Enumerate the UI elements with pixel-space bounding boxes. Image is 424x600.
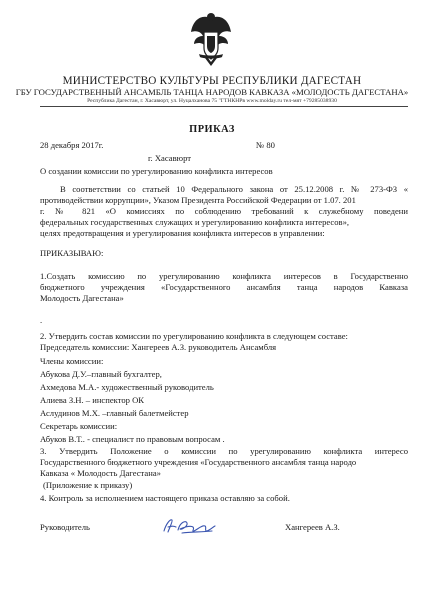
item-2-line: Абуков В.Т.. - специалист по правовым вопросам . <box>40 434 225 444</box>
address-line: Республика Дагестан, г. Хасавюрт, ул. Нуцалханова 75 "ГТНКНРв www.molday.ru тел-мят +79285038930 <box>87 98 337 104</box>
document-title: ПРИКАЗ <box>189 124 235 135</box>
header-divider <box>40 106 408 107</box>
orders-label: ПРИКАЗЫВАЮ: <box>40 248 104 258</box>
item-3-line: Государственного бюджетного учреждения «Государственного ансамбля танца народо <box>40 457 357 467</box>
item-1-line: 1.Создать комиссию по урегулированию конфликта интересов в Государственно <box>40 271 408 281</box>
item-3-line: 3. Утвердить Положение о комиссии по урегулированию конфликта интересо <box>40 446 408 456</box>
order-subject: О создании комиссии по урегулированию конфликта интересов <box>40 166 273 176</box>
item-3-line: Кавказа « Молодость Дагестана» <box>40 468 161 478</box>
preamble-line: противодействии коррупции», Указом Президента Российской Федерации от 1.07. 201 <box>40 195 356 205</box>
item-2-line: Ахмедова М.А.- художественный руководитель <box>40 382 214 392</box>
order-city: г. Хасавюрт <box>148 153 192 163</box>
item-2-line: Секретарь комиссии: <box>40 421 118 431</box>
item-4-line: 4. Контроль за исполнением настоящего приказа оставляю за собой. <box>40 493 290 503</box>
item-2-line: Аслудинов М.Х. –главный балетмейстер <box>40 408 189 418</box>
order-date: 28 декабря 2017г. <box>40 140 104 150</box>
item-2-line: Абукова Д.У.–главный бухгалтер, <box>40 369 162 379</box>
order-number: № 80 <box>256 140 275 150</box>
preamble-line: целях предотвращения и урегулирования конфликта интересов в управлении: <box>40 228 325 238</box>
item-1-line: Молодость Дагестана» <box>40 293 124 303</box>
item-3-line: (Приложение к приказу) <box>43 480 133 490</box>
stray-dot: . <box>40 315 43 325</box>
item-1-line: бюджетного учреждения «Государственного ансамбля танца народов Кавказа <box>40 282 408 292</box>
signatory-name: Хангереев А.З. <box>285 522 340 532</box>
signatory-role: Руководитель <box>40 522 90 532</box>
ensemble-name: ГБУ ГОСУДАРСТВЕННЫЙ АНСАМБЛЬ ТАНЦА НАРОДОВ КАВКАЗА «МОЛОДОСТЬ ДАГЕСТАНА» <box>15 87 409 97</box>
coat-of-arms-icon <box>189 10 233 70</box>
preamble-line: В соответствии со статьей 10 Федерального закона от 25.12.2008 г. № 273-ФЗ « <box>60 184 408 194</box>
item-2-line: Алиева З.Н. – инспектор ОК <box>40 395 145 405</box>
preamble-line: федеральных государственных служащих и урегулированию конфликта интересов», <box>40 217 350 227</box>
item-2-line: Члены комиссии: <box>40 356 104 366</box>
item-2-line: 2. Утвердить состав комиссии по урегулированию конфликта в следующем составе: <box>40 331 348 341</box>
preamble-line: г. № 821 «О комиссиях по соблюдению требований к служебному поведени <box>40 206 408 216</box>
item-2-line: Председатель комиссии: Хангереев А.З. руководитель Ансамбля <box>40 342 277 352</box>
handwritten-signature-icon <box>160 516 218 536</box>
ministry-name: МИНИСТЕРСТВО КУЛЬТУРЫ РЕСПУБЛИКИ ДАГЕСТАН <box>62 75 362 87</box>
